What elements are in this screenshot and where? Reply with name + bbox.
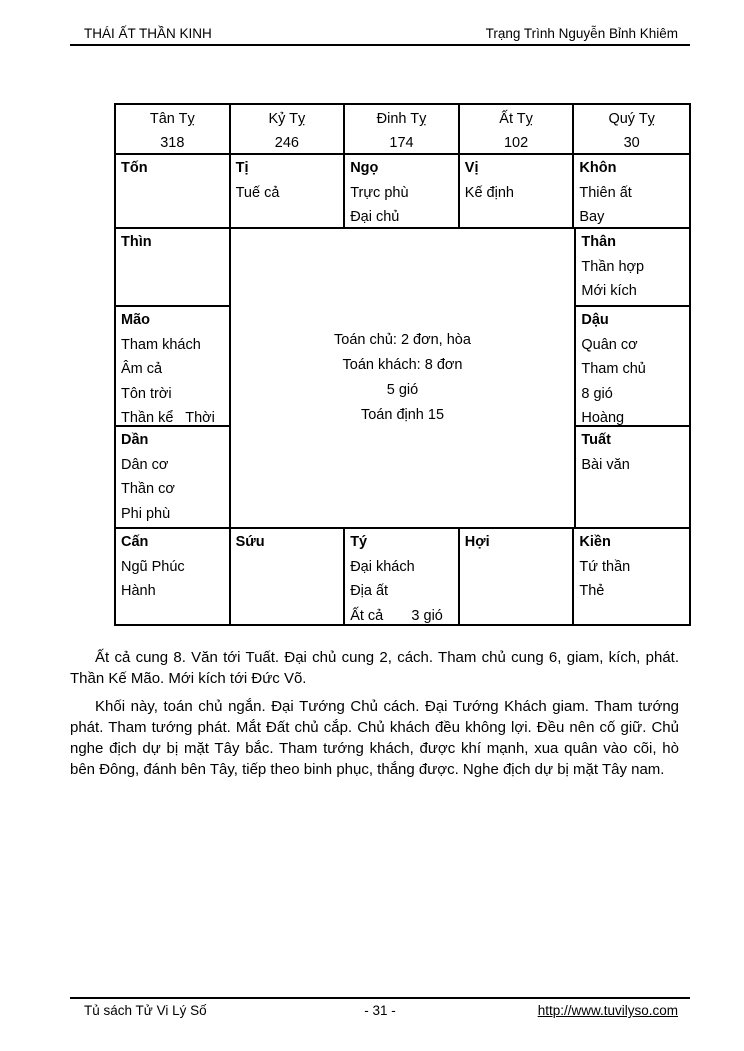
- year-cell-ky-ty: [231, 105, 346, 153]
- palace-line: Kế định: [464, 184, 514, 201]
- palace-mao: [116, 305, 229, 425]
- year-cell-at-ty: [460, 105, 575, 153]
- palace-line: Trực phù: [350, 184, 409, 201]
- palace-line: Đại chủ: [350, 209, 400, 225]
- center-line: Toán khách: 8 đơn: [342, 357, 463, 373]
- palace-title: Khôn: [579, 160, 617, 176]
- palace-line: Tứ thần: [579, 558, 631, 575]
- palace-khon: [574, 155, 689, 227]
- year-value: 318: [160, 135, 185, 151]
- palace-ton: [116, 155, 231, 227]
- palace-dau: [576, 305, 689, 425]
- header-divider: [70, 44, 690, 46]
- year-value: 246: [274, 135, 299, 151]
- palace-line: Hoàng: [581, 410, 625, 425]
- palace-title: Dần: [121, 432, 149, 448]
- palace-line: Tôn trời: [121, 385, 172, 402]
- bottom-palace-row: [116, 529, 689, 624]
- palace-suu: [231, 529, 346, 624]
- palace-than: [576, 229, 689, 305]
- page-header-author: Trạng Trình Nguyễn Bỉnh Khiêm: [485, 26, 678, 41]
- palace-line: Thần kể Thời: [121, 410, 215, 425]
- year-name: Quý Tỵ: [608, 111, 655, 127]
- year-name: Tân Tỵ: [149, 111, 195, 127]
- palace-line: Đại khách: [350, 558, 415, 575]
- palace-can: [116, 529, 231, 624]
- palace-line: Quân cơ: [581, 336, 638, 353]
- palace-title: Mão: [121, 312, 150, 328]
- thai-at-chart-table: [114, 103, 691, 626]
- palace-line: Thần hợp: [581, 258, 645, 275]
- year-value: 102: [503, 135, 529, 151]
- palace-line: Mới kích: [581, 283, 637, 299]
- year-header-row: [116, 105, 689, 155]
- year-cell-tan-ty: [116, 105, 231, 153]
- palace-line: Thiên ất: [579, 184, 632, 201]
- year-value: 174: [389, 135, 414, 151]
- year-cell-quy-ty: [574, 105, 689, 153]
- palace-ti: [231, 155, 346, 227]
- palace-vi: [460, 155, 575, 227]
- palace-line: Dân cơ: [121, 456, 169, 473]
- palace-line: Tham khách: [121, 336, 201, 353]
- palace-line: Tham chủ: [581, 361, 646, 377]
- year-name: Kỷ Tỵ: [268, 111, 306, 127]
- palace-line: 8 gió: [581, 385, 613, 402]
- year-cell-dinh-ty: [345, 105, 460, 153]
- palace-line: Âm cả: [121, 361, 163, 377]
- palace-title: Tốn: [121, 160, 148, 176]
- year-value: 30: [623, 135, 640, 151]
- footer-website-link[interactable]: http://www.tuvilyso.com: [537, 1003, 678, 1018]
- palace-title: Cấn: [121, 534, 149, 550]
- middle-band: [116, 229, 689, 529]
- palace-title: Tuất: [581, 432, 611, 448]
- palace-line: Địa ất: [350, 583, 389, 599]
- center-calculation-cell: [231, 229, 575, 527]
- palace-ty: [345, 529, 460, 624]
- palace-title: Thìn: [121, 234, 152, 250]
- palace-line: Hành: [121, 583, 156, 599]
- paragraph: Ất cả cung 8. Văn tới Tuất. Đại chủ cung 2, cách. Tham chủ cung 6, giam, kích, phát. Thần Kế Mão. Mới kích tới Đức Võ.: [70, 649, 679, 687]
- palace-tuat: [576, 425, 689, 527]
- palace-title: Tý: [350, 534, 368, 550]
- palace-line: Bài văn: [581, 456, 630, 473]
- year-name: Ất Tỵ: [499, 111, 533, 127]
- palace-title: Thân: [581, 234, 617, 250]
- palace-ngo: [345, 155, 460, 227]
- center-line: Toán chủ: 2 đơn, hòa: [334, 332, 471, 348]
- palace-kien: [574, 529, 689, 624]
- year-name: Đinh Tỵ: [376, 111, 427, 127]
- paragraph: Khối này, toán chủ ngắn. Đại Tướng Chủ cách. Đại Tướng Khách giam. Tham tướng phát. Tham tướng phát. Mắt Đất chủ cắp. Chủ khách đều không lợi. Đều nên cố giữ. Chủ nghe địch dự bị mặt Tây bắc. Tham tướng khách, được khí mạnh, xua quân vào cõi, hò bên Đông, đánh bên Tây, tiếp theo binh phục, thắng được. Nghe địch dự bị mặt Tây nam.: [70, 698, 679, 778]
- page-header-title: THÁI ẤT THẦN KINH: [84, 26, 212, 41]
- palace-title: Ngọ: [350, 160, 379, 176]
- palace-title: Dậu: [581, 312, 609, 328]
- palace-title: Hợi: [464, 534, 490, 550]
- left-palace-column: [116, 229, 231, 527]
- top-palace-row: [116, 155, 689, 229]
- palace-line: Phi phù: [121, 505, 171, 522]
- palace-line: Tuế cả: [235, 184, 280, 201]
- center-line: 5 gió: [386, 382, 419, 398]
- footer-divider: [70, 997, 690, 999]
- commentary-text: [70, 647, 679, 787]
- palace-line: Thần cơ: [121, 481, 175, 497]
- palace-line: Thẻ: [579, 583, 605, 599]
- page-number: - 31 -: [364, 1003, 396, 1018]
- palace-title: Kiền: [579, 534, 611, 550]
- palace-dan: [116, 425, 229, 527]
- palace-hoi: [460, 529, 575, 624]
- center-line: Toán định 15: [360, 407, 445, 423]
- palace-title: Tị: [235, 160, 249, 176]
- palace-line: Ất cả 3 gió: [350, 607, 443, 624]
- palace-title: Sứu: [235, 534, 265, 550]
- palace-title: Vị: [464, 160, 479, 176]
- palace-thin: [116, 229, 229, 305]
- palace-line: Bay: [579, 209, 605, 225]
- right-palace-column: [574, 229, 689, 527]
- palace-line: Ngũ Phúc: [121, 558, 185, 575]
- footer-series-title: Tủ sách Tử Vi Lý Số: [84, 1003, 207, 1018]
